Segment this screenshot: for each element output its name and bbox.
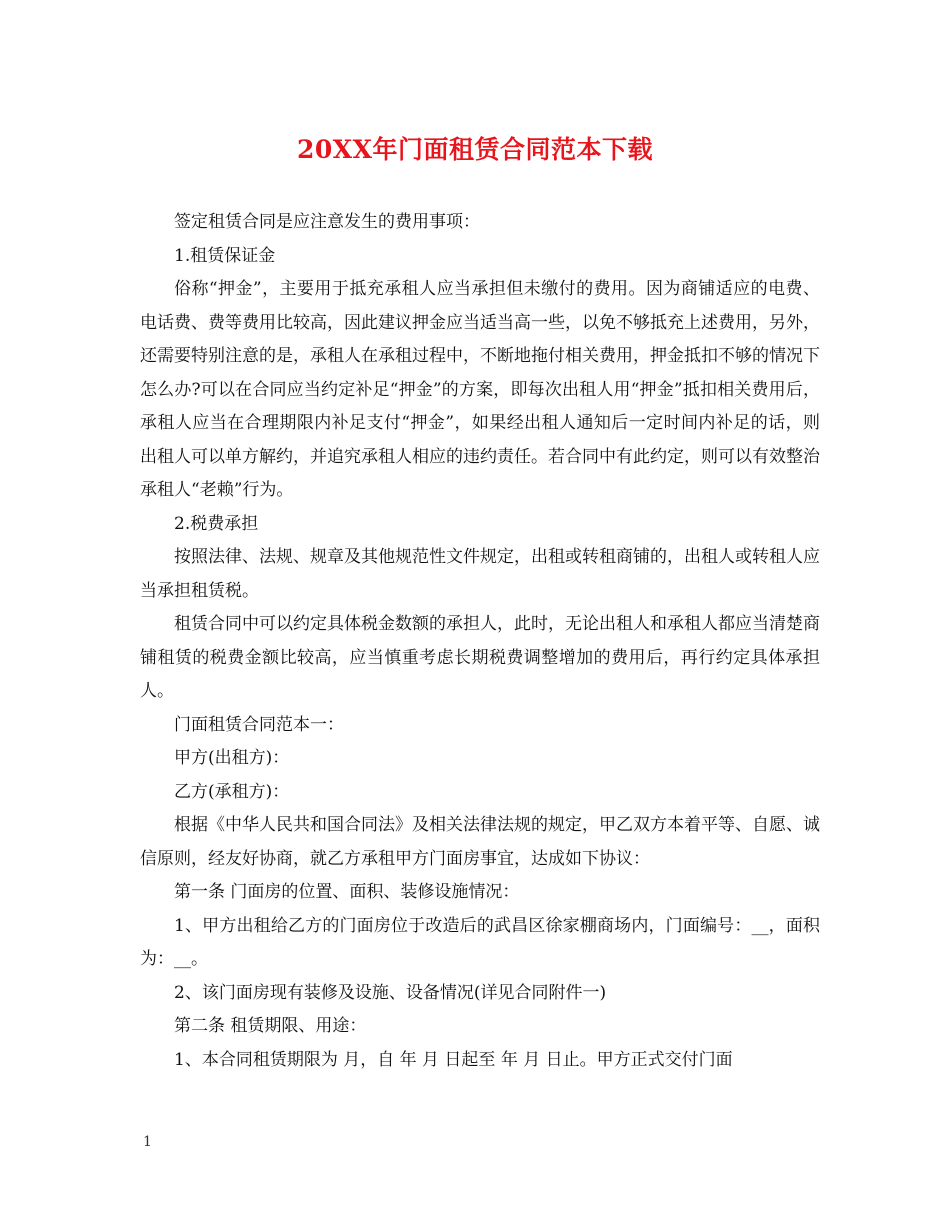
- paragraph: 1.租赁保证金: [174, 245, 276, 266]
- paragraph: 按照法律、法规、规章及其他规范性文件规定，出租或转租商铺的，出租人或转租人应当承担租赁税。: [140, 547, 820, 601]
- paragraph: 俗称“押金”，主要用于抵充承租人应当承担但未缴付的费用。因为商铺适应的电费、电话费、费等费用比较高，因此建议押金应当适当高一些，以免不够抵充上述费用，另外，还需要特别注意的是，承租人在承租过程中，不断地拖付相关费用，押金抵扣不够的情况下怎么办?可以在合同应当约定补足“押金”的方案，即每次出租人用“押金”抵扣相关费用后，承租人应当在合理期限内补足支付“押金”，如果经出租人通知后一定时间内补足的话，则出租人可以单方解约，并追究承租人相应的违约责任。若合同中有此约定，则可以有效整治承租人“老赖”行为。: [140, 279, 820, 500]
- paragraph: 1、本合同租赁期限为 月，自 年 月 日起至 年 月 日止。甲方正式交付门面: [174, 1049, 733, 1070]
- paragraph: 根据《中华人民共和国合同法》及相关法律法规的规定，甲乙双方本着平等、自愿、诚信原则，经友好协商，就乙方承租甲方门面房事宜，达成如下协议：: [140, 815, 820, 869]
- paragraph: 第一条 门面房的位置、面积、装修设施情况：: [174, 882, 520, 902]
- page-number: 1: [143, 1134, 152, 1150]
- paragraph: 1、甲方出租给乙方的门面房位于改造后的武昌区徐家棚商场内，门面编号：__，面积为：__。: [140, 915, 820, 969]
- paragraph: 签定租赁合同是应注意发生的费用事项：: [174, 212, 480, 232]
- paragraph: 2、该门面房现有装修及设施、设备情况(详见合同附件一): [174, 982, 607, 1003]
- paragraph: 第二条 租赁期限、用途：: [174, 1016, 367, 1036]
- paragraph: 乙方(承租方)：: [174, 781, 290, 802]
- paragraph: 租赁合同中可以约定具体税金数额的承担人，此时，无论出租人和承租人都应当清楚商铺租赁的税费金额比较高，应当慎重考虑长期税费调整增加的费用后，再行约定具体承担人。: [140, 614, 820, 701]
- document-body: [140, 206, 820, 1077]
- paragraph: 甲方(出租方)：: [174, 748, 290, 768]
- paragraph: 门面租赁合同范本一：: [174, 714, 344, 735]
- paragraph: 2.税费承担: [174, 513, 259, 534]
- document-title: 20XX年门面租赁合同范本下载: [296, 135, 654, 164]
